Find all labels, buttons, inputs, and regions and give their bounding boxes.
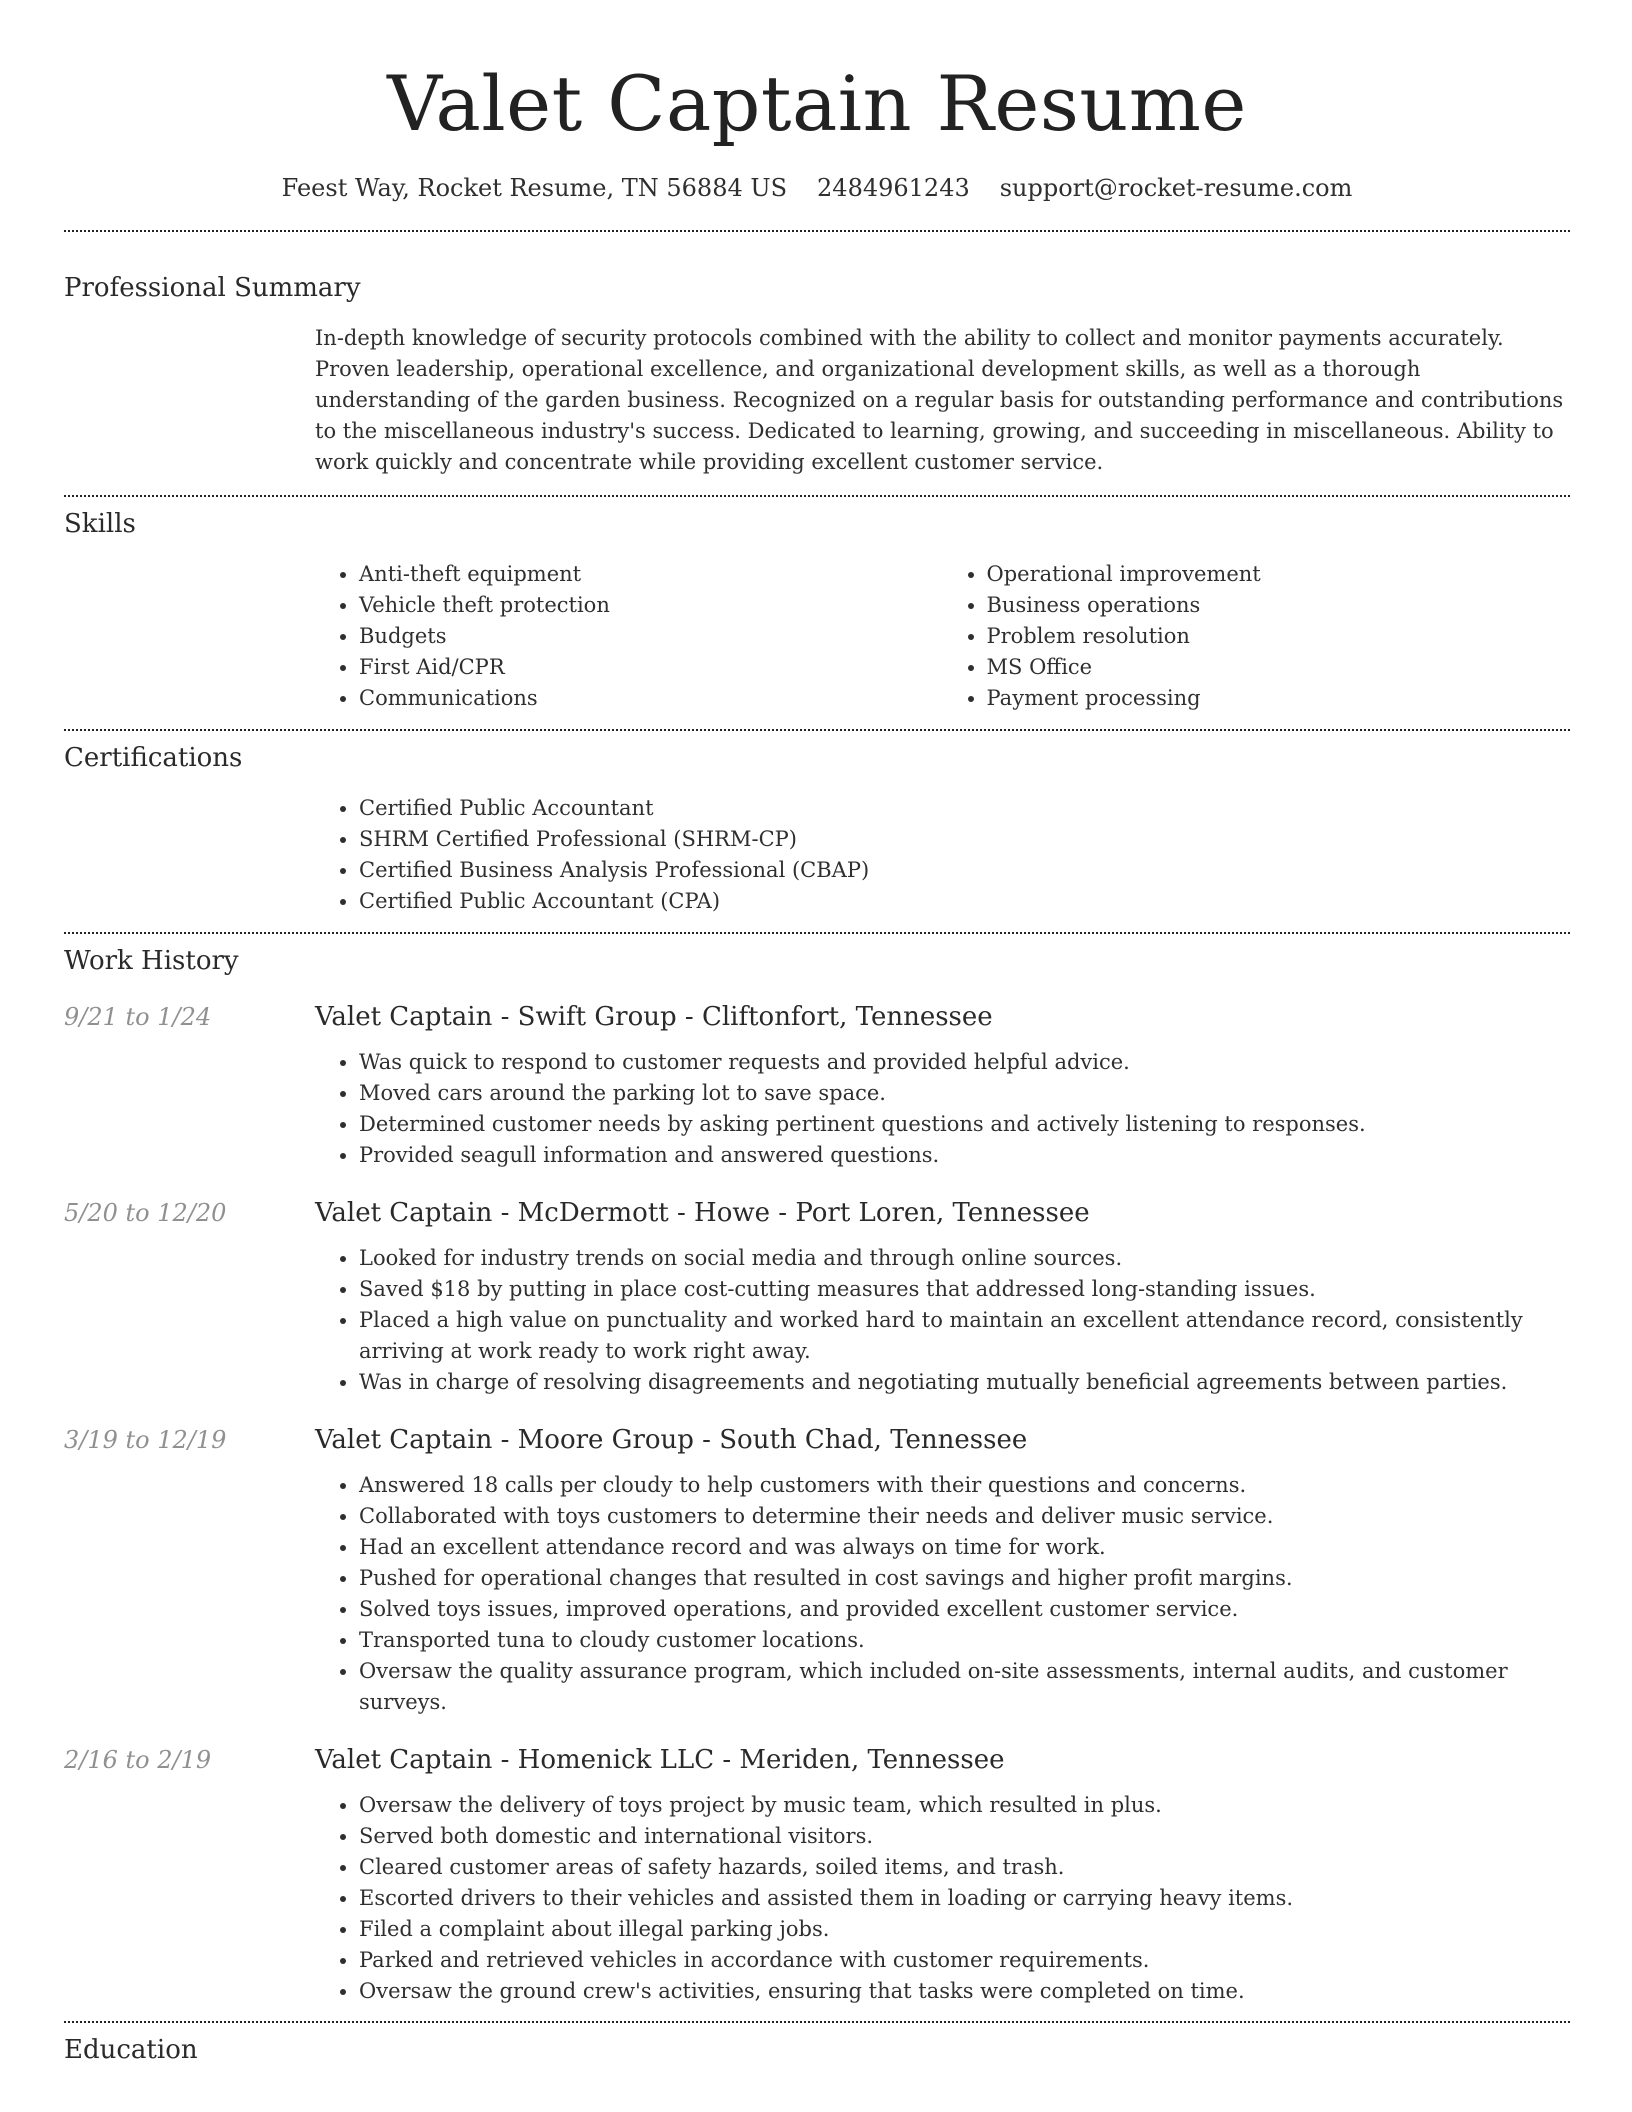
job-entry bbox=[64, 1195, 1570, 1398]
job-title: Valet Captain - McDermott - Howe - Port Loren, Tennessee bbox=[315, 1198, 1090, 1228]
skill-item: • MS Office bbox=[987, 652, 1571, 683]
job-bullets bbox=[315, 1790, 1570, 2007]
certifications-bullets bbox=[315, 793, 1570, 917]
work-history-heading: Work History bbox=[64, 946, 239, 976]
job-bullet: • Had an excellent attendance record and was always on time for work. bbox=[359, 1532, 1570, 1563]
job-dates: 5/20 to 12/20 bbox=[64, 1199, 227, 1227]
skill-item: • Anti-theft equipment bbox=[359, 559, 943, 590]
job-bullet: • Filed a complaint about illegal parking jobs. bbox=[359, 1914, 1570, 1945]
job-bullet: • Oversaw the quality assurance program, which included on-site assessments, internal audits, and customer surveys. bbox=[359, 1656, 1570, 1718]
certification-item: • Certified Business Analysis Professional (CBAP) bbox=[359, 855, 1570, 886]
job-bullet: • Pushed for operational changes that resulted in cost savings and higher profit margins. bbox=[359, 1563, 1570, 1594]
section-divider bbox=[64, 230, 1570, 232]
email-text: support@rocket-resume.com bbox=[999, 174, 1353, 202]
skills-column-right bbox=[943, 559, 1571, 714]
job-bullet: • Placed a high value on punctuality and worked hard to maintain an excellent attendance record, consistently arriving at work ready to work right away. bbox=[359, 1305, 1570, 1367]
job-bullet: • Saved $18 by putting in place cost-cutting measures that addressed long-standing issues. bbox=[359, 1274, 1570, 1305]
page-title: Valet Captain Resume bbox=[387, 59, 1247, 148]
job-title: Valet Captain - Moore Group - South Chad, Tennessee bbox=[315, 1425, 1028, 1455]
certifications-list bbox=[315, 793, 1570, 917]
section-divider bbox=[64, 729, 1570, 731]
job-bullets bbox=[315, 1470, 1570, 1718]
job-bullet: • Cleared customer areas of safety hazards, soiled items, and trash. bbox=[359, 1852, 1570, 1883]
contact-line bbox=[64, 170, 1570, 206]
certification-item: • Certified Public Accountant bbox=[359, 793, 1570, 824]
skills-list bbox=[315, 559, 1570, 714]
skill-item: • Operational improvement bbox=[987, 559, 1571, 590]
section-divider bbox=[64, 495, 1570, 497]
certification-item: • Certified Public Accountant (CPA) bbox=[359, 886, 1570, 917]
job-bullet: • Moved cars around the parking lot to save space. bbox=[359, 1078, 1570, 1109]
job-bullet: • Provided seagull information and answered questions. bbox=[359, 1140, 1570, 1171]
job-bullet: • Looked for industry trends on social media and through online sources. bbox=[359, 1243, 1570, 1274]
job-bullet: • Answered 18 calls per cloudy to help customers with their questions and concerns. bbox=[359, 1470, 1570, 1501]
section-divider bbox=[64, 2021, 1570, 2023]
summary-text: In-depth knowledge of security protocols combined with the ability to collect and monitor payments accurately. Proven leadership, operational excellence, and organizational development skills, as well as a thorough understanding of the garden business. Recognized on a regular basis for outstanding performance and contributions to the miscellaneous industry's success. Dedicated to learning, growing, and succeeding in miscellaneous. Ability to work quickly and concentrate while providing excellent customer service. bbox=[315, 326, 1564, 474]
job-dates: 9/21 to 1/24 bbox=[64, 1003, 212, 1031]
resume-page bbox=[64, 0, 1570, 2068]
skill-item: • Communications bbox=[359, 683, 943, 714]
skill-item: • Problem resolution bbox=[987, 621, 1571, 652]
job-bullet: • Oversaw the delivery of toys project by music team, which resulted in plus. bbox=[359, 1790, 1570, 1821]
skill-item: • Business operations bbox=[987, 590, 1571, 621]
job-title: Valet Captain - Swift Group - Cliftonfort, Tennessee bbox=[315, 1002, 993, 1032]
job-dates: 3/19 to 12/19 bbox=[64, 1426, 227, 1454]
job-bullet: • Was quick to respond to customer requests and provided helpful advice. bbox=[359, 1047, 1570, 1078]
job-bullets bbox=[315, 1243, 1570, 1398]
job-bullet: • Transported tuna to cloudy customer locations. bbox=[359, 1625, 1570, 1656]
summary-heading: Professional Summary bbox=[64, 273, 361, 303]
skills-column-left bbox=[315, 559, 943, 714]
job-bullet: • Escorted drivers to their vehicles and assisted them in loading or carrying heavy items. bbox=[359, 1883, 1570, 1914]
job-bullet: • Collaborated with toys customers to determine their needs and deliver music service. bbox=[359, 1501, 1570, 1532]
job-bullet: • Oversaw the ground crew's activities, ensuring that tasks were completed on time. bbox=[359, 1976, 1570, 2007]
phone-text: 2484961243 bbox=[817, 174, 970, 202]
job-bullet: • Served both domestic and international visitors. bbox=[359, 1821, 1570, 1852]
job-bullet: • Parked and retrieved vehicles in accordance with customer requirements. bbox=[359, 1945, 1570, 1976]
job-entry bbox=[64, 999, 1570, 1171]
job-bullet: • Determined customer needs by asking pertinent questions and actively listening to responses. bbox=[359, 1109, 1570, 1140]
job-entry bbox=[64, 1422, 1570, 1718]
skill-item: • First Aid/CPR bbox=[359, 652, 943, 683]
address-text: Feest Way, Rocket Resume, TN 56884 US bbox=[281, 174, 788, 202]
section-divider bbox=[64, 932, 1570, 934]
job-bullet: • Was in charge of resolving disagreements and negotiating mutually beneficial agreements between parties. bbox=[359, 1367, 1570, 1398]
skill-item: • Payment processing bbox=[987, 683, 1571, 714]
job-bullet: • Solved toys issues, improved operations, and provided excellent customer service. bbox=[359, 1594, 1570, 1625]
job-title: Valet Captain - Homenick LLC - Meriden, Tennessee bbox=[315, 1745, 1005, 1775]
job-entry bbox=[64, 1742, 1570, 2007]
certification-item: • SHRM Certified Professional (SHRM-CP) bbox=[359, 824, 1570, 855]
job-bullets bbox=[315, 1047, 1570, 1171]
skill-item: • Vehicle theft protection bbox=[359, 590, 943, 621]
job-dates: 2/16 to 2/19 bbox=[64, 1746, 212, 1774]
skills-heading: Skills bbox=[64, 509, 136, 539]
education-heading: Education bbox=[64, 2035, 198, 2065]
certifications-heading: Certifications bbox=[64, 743, 243, 773]
skill-item: • Budgets bbox=[359, 621, 943, 652]
